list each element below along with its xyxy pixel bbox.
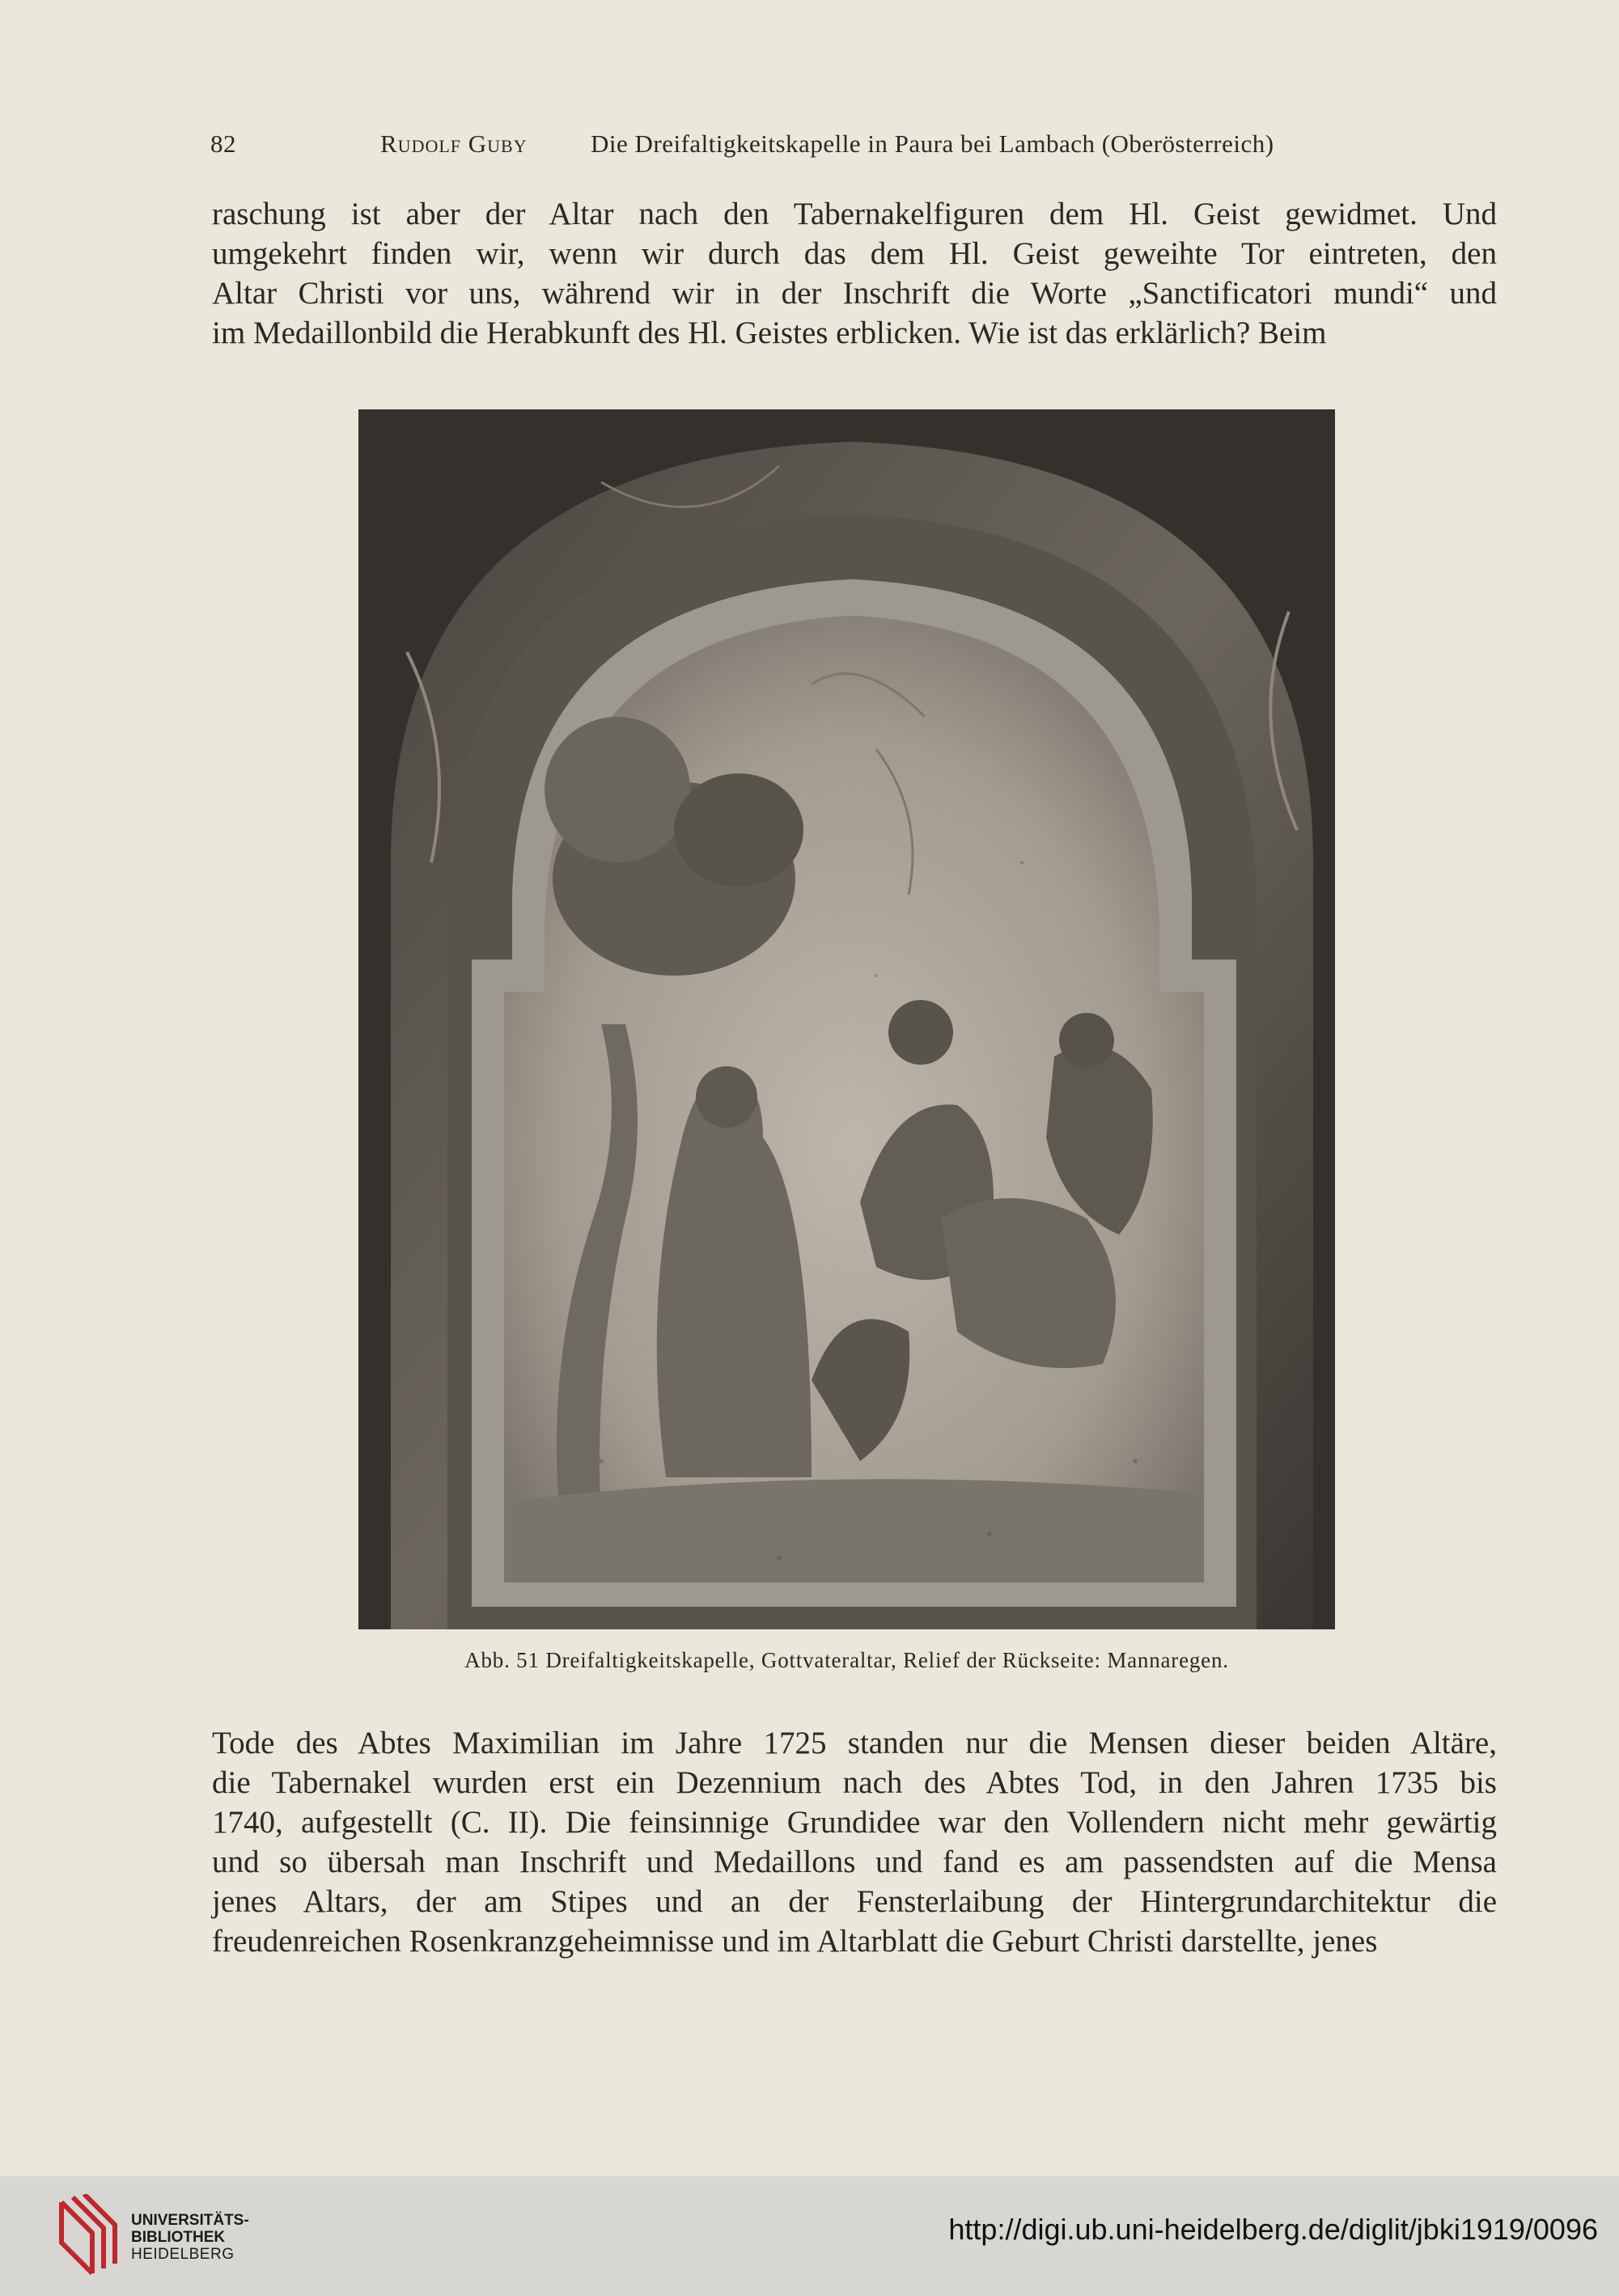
text-line: jenes Altars, der am Stipes und an der Fensterlaibung der Hintergrundarchitektur die (212, 1884, 1497, 1919)
figure-caption: Abb. 51 Dreifaltigkeitskapelle, Gottvateraltar, Relief der Rückseite: Mannaregen. (464, 1648, 1229, 1672)
text-line: im Medaillonbild die Herabkunft des Hl. Geistes erblicken. Wie ist das erklärlich? Beim (212, 316, 1327, 350)
text-line: Tode des Abtes Maximilian im Jahre 1725 standen nur die Mensen dieser beiden Altäre, (212, 1726, 1497, 1760)
library-name-line: HEIDELBERG (131, 2246, 235, 2263)
relief-photograph (358, 409, 1335, 1629)
library-name-line: BIBLIOTHEK (131, 2229, 226, 2246)
header-title: Die Dreifaltigkeitskapelle in Paura bei Lambach (Oberösterreich) (591, 129, 1274, 158)
source-url-link[interactable]: http://digi.ub.uni-heidelberg.de/diglit/jbki1919/0096 (948, 2213, 1598, 2246)
library-name-line: UNIVERSITÄTS- (131, 2212, 249, 2229)
library-logo-icon (57, 2194, 121, 2278)
text-line: Altar Christi vor uns, während wir in der Inschrift die Worte „Sanctificatori mundi“ und (212, 276, 1497, 311)
library-logo[interactable] (57, 2194, 251, 2283)
text-line: 1740, aufgestellt (C. II). Die feinsinnige Grundidee war den Vollendern nicht mehr gewärtig (212, 1805, 1497, 1840)
paragraph-bottom (212, 1723, 1497, 1961)
text-line: raschung ist aber der Altar nach den Tabernakelfiguren dem Hl. Geist gewidmet. Und (212, 197, 1497, 231)
text-line: und so übersah man Inschrift und Medaillons und fand es am passendsten auf die Mensa (212, 1845, 1497, 1879)
running-head (210, 129, 1311, 165)
text-line: umgekehrt finden wir, wenn wir durch das dem Hl. Geist geweihte Tor eintreten, den (212, 236, 1497, 271)
text-line: die Tabernakel wurden erst ein Dezennium nach des Abtes Tod, in den Jahren 1735 bis (212, 1765, 1497, 1800)
header-author: Rudolf Guby (380, 129, 528, 158)
paragraph-top (212, 194, 1497, 353)
text-line: freudenreichen Rosenkranzgeheimnisse und im Altarblatt die Geburt Christi darstellte, jenes (212, 1924, 1378, 1959)
page-number: 82 (210, 129, 236, 158)
library-name (131, 2212, 249, 2263)
